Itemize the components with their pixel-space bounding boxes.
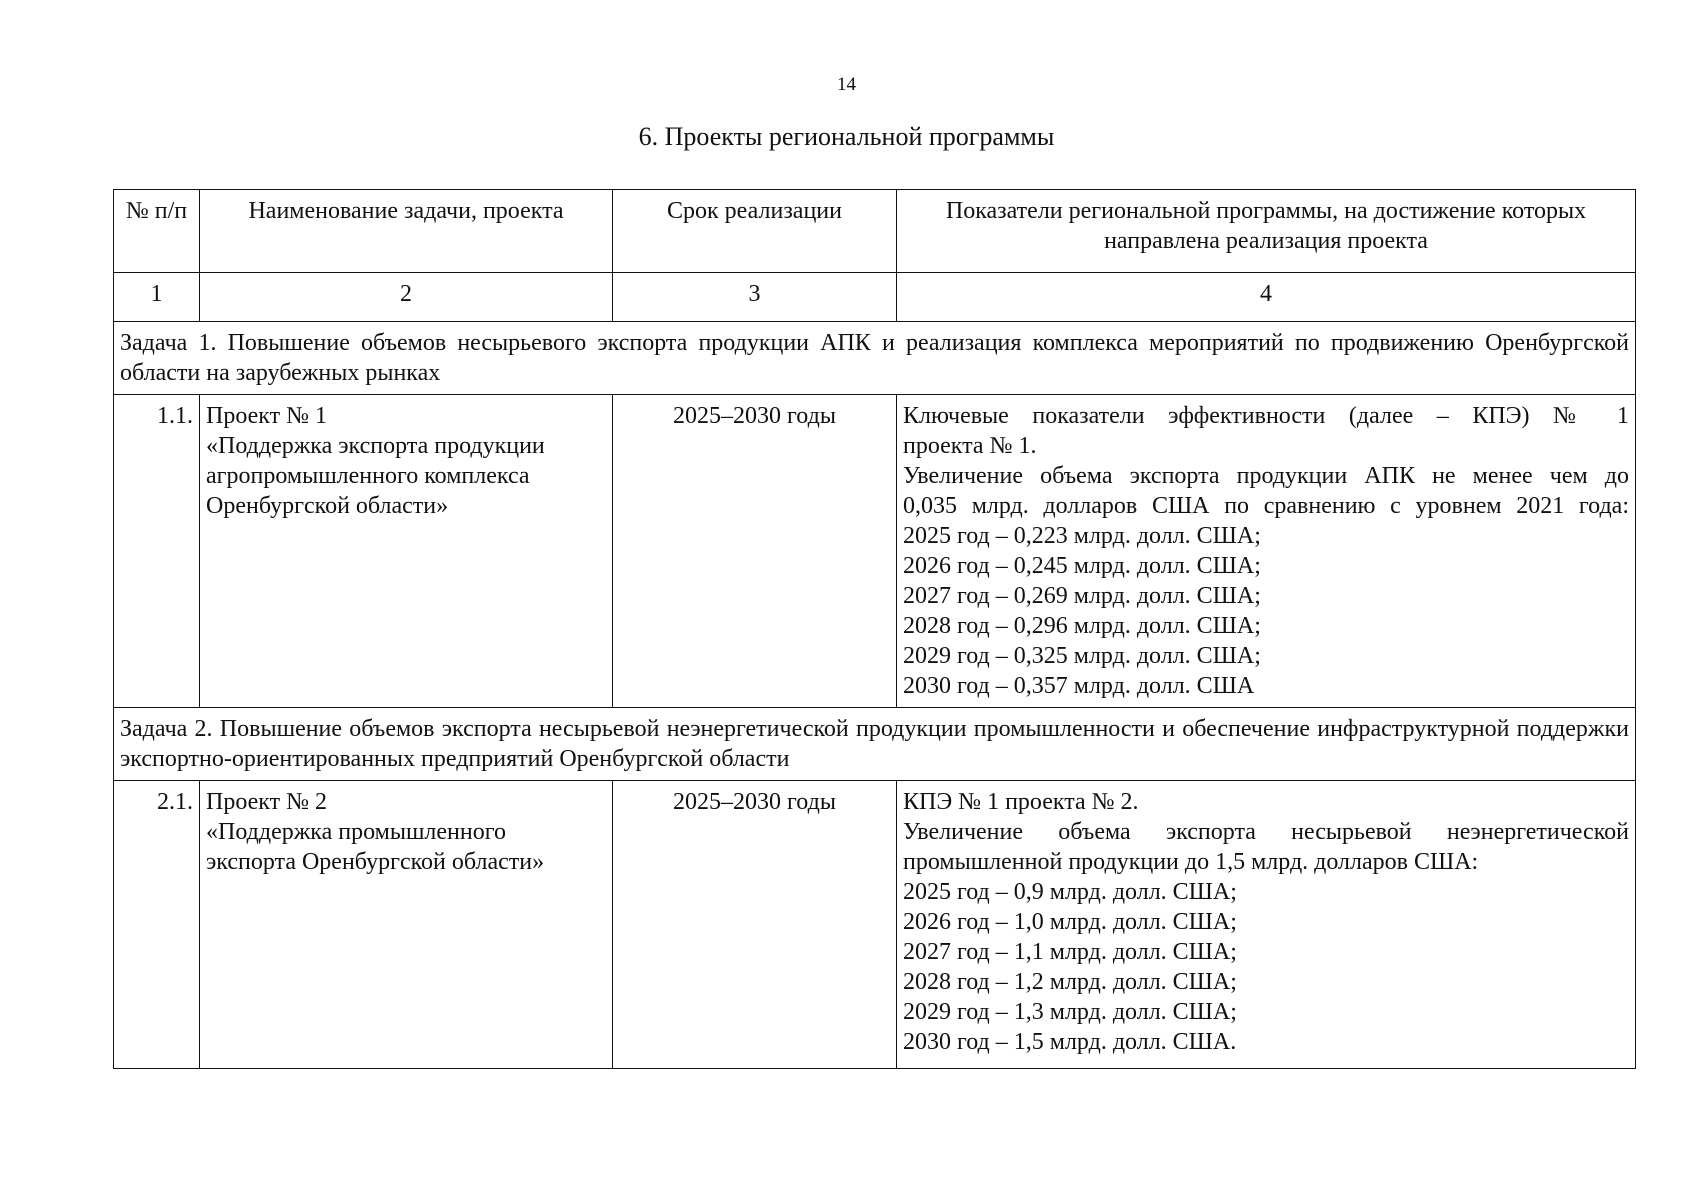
project-1-kpi xyxy=(897,395,1636,708)
header-indicators: Показатели региональной программы, на достижение которых направлена реализация проекта xyxy=(897,190,1636,273)
header-term: Срок реализации xyxy=(613,190,897,273)
project-2-kpi-line: 2028 год – 1,2 млрд. долл. США; xyxy=(903,969,1237,995)
project-1-kpi-line: Ключевые показатели эффективности (далее – КПЭ) № 1 xyxy=(903,403,1629,429)
project-1-kpi-line: 2026 год – 0,245 млрд. долл. США; xyxy=(903,553,1261,579)
header-num: № п/п xyxy=(114,190,200,273)
project-2-kpi-line: 2025 год – 0,9 млрд. долл. США; xyxy=(903,879,1237,905)
table-header-row xyxy=(114,190,1636,273)
project-2-kpi-line: 2030 год – 1,5 млрд. долл. США. xyxy=(903,1029,1237,1055)
task-1-title: Задача 1. Повышение объемов несырьевого экспорта продукции АПК и реализация комплекса мероприятий по продвижению Оренбургской области на зарубежных рынках xyxy=(114,322,1636,395)
projects-table xyxy=(113,189,1636,1069)
task-row-2 xyxy=(114,708,1636,781)
column-number-4: 4 xyxy=(897,273,1636,322)
section-title: 6. Проекты региональной программы xyxy=(638,122,1055,151)
project-row-1 xyxy=(114,395,1636,708)
page-number: 14 xyxy=(837,74,856,95)
project-1-kpi-line: 2025 год – 0,223 млрд. долл. США; xyxy=(903,523,1261,549)
project-1-term: 2025–2030 годы xyxy=(613,395,897,708)
project-row-2 xyxy=(114,781,1636,1069)
project-2-number: 2.1. xyxy=(114,781,200,1069)
project-2-kpi-line: Увеличение объема экспорта несырьевой неэнергетической xyxy=(903,819,1629,845)
project-1-kpi-line: 0,035 млрд. долларов США по сравнению с уровнем 2021 года: xyxy=(903,493,1629,519)
project-2-kpi-line: 2026 год – 1,0 млрд. долл. США; xyxy=(903,909,1237,935)
project-1-name-line: Проект № 1 xyxy=(206,403,328,429)
project-1-kpi-line: 2028 год – 0,296 млрд. долл. США; xyxy=(903,613,1261,639)
project-2-name-line: Проект № 2 xyxy=(206,789,328,815)
project-2-kpi-line: промышленной продукции до 1,5 млрд. долларов США: xyxy=(903,849,1479,875)
column-number-1: 1 xyxy=(114,273,200,322)
column-number-3: 3 xyxy=(613,273,897,322)
project-2-kpi-line: 2029 год – 1,3 млрд. долл. США; xyxy=(903,999,1237,1025)
project-1-name-line: агропромышленного комплекса xyxy=(206,463,530,489)
header-name: Наименование задачи, проекта xyxy=(200,190,613,273)
project-2-name xyxy=(200,781,613,1069)
task-2-title: Задача 2. Повышение объемов экспорта несырьевой неэнергетической продукции промышленности и обеспечение инфраструктурной поддержки экспортно-ориентированных предприятий Оренбургской области xyxy=(114,708,1636,781)
column-numbers-row xyxy=(114,273,1636,322)
project-1-kpi-line: 2029 год – 0,325 млрд. долл. США; xyxy=(903,643,1261,669)
project-1-kpi-line: 2030 год – 0,357 млрд. долл. США xyxy=(903,673,1255,699)
task-row-1 xyxy=(114,322,1636,395)
project-1-kpi-line: 2027 год – 0,269 млрд. долл. США; xyxy=(903,583,1261,609)
project-1-name xyxy=(200,395,613,708)
project-1-kpi-line: проекта № 1. xyxy=(903,433,1037,459)
column-number-2: 2 xyxy=(200,273,613,322)
project-2-name-line: «Поддержка промышленного xyxy=(206,819,506,845)
project-2-kpi xyxy=(897,781,1636,1069)
project-1-name-line: «Поддержка экспорта продукции xyxy=(206,433,545,459)
project-2-kpi-line: КПЭ № 1 проекта № 2. xyxy=(903,789,1139,815)
project-2-kpi-line: 2027 год – 1,1 млрд. долл. США; xyxy=(903,939,1237,965)
project-1-number: 1.1. xyxy=(114,395,200,708)
project-1-name-line: Оренбургской области» xyxy=(206,493,449,519)
project-1-kpi-line: Увеличение объема экспорта продукции АПК не менее чем до xyxy=(903,463,1629,489)
project-2-name-line: экспорта Оренбургской области» xyxy=(206,849,545,875)
project-2-term: 2025–2030 годы xyxy=(613,781,897,1069)
